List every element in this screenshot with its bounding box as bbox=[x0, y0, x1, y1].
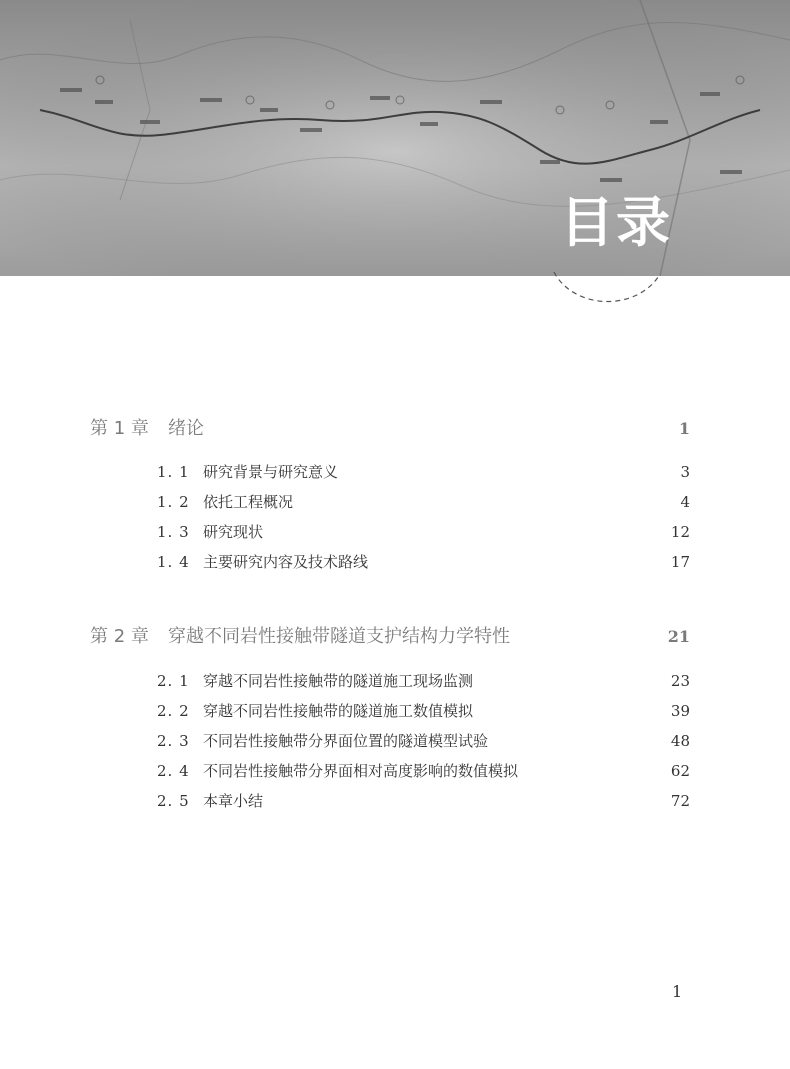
section-title: 主要研究内容及技术路线 bbox=[203, 553, 369, 571]
section-number: 1. 1 bbox=[157, 463, 190, 481]
page-title: 目录 bbox=[560, 191, 672, 254]
section-number: 1. 2 bbox=[157, 493, 190, 511]
chapter-page-number: 1 bbox=[678, 419, 690, 438]
section-number: 2. 5 bbox=[157, 792, 190, 810]
section-page-number: 12 bbox=[670, 523, 690, 541]
section-page-number: 39 bbox=[670, 702, 690, 720]
section-page-number: 4 bbox=[680, 493, 690, 511]
chapter-number: 第 1 章 bbox=[90, 418, 149, 439]
toc-chapter-row[interactable] bbox=[0, 416, 690, 442]
section-title: 不同岩性接触带分界面位置的隧道模型试验 bbox=[203, 732, 489, 750]
toc-section-row[interactable] bbox=[0, 549, 690, 575]
section-page-number: 72 bbox=[670, 792, 690, 810]
chapter-title: 穿越不同岩性接触带隧道支护结构力学特性 bbox=[168, 626, 510, 647]
section-page-number: 17 bbox=[670, 553, 690, 571]
section-number: 1. 3 bbox=[157, 523, 190, 541]
section-title: 依托工程概况 bbox=[203, 493, 294, 511]
section-title: 穿越不同岩性接触带的隧道施工现场监测 bbox=[203, 672, 474, 690]
section-page-number: 62 bbox=[670, 762, 690, 780]
chapter-page-number: 21 bbox=[667, 627, 690, 646]
section-number: 2. 3 bbox=[157, 732, 190, 750]
toc-section-row[interactable] bbox=[0, 489, 690, 515]
toc-section-row[interactable] bbox=[0, 668, 690, 694]
section-number: 2. 2 bbox=[157, 702, 190, 720]
toc-section-row[interactable] bbox=[0, 758, 690, 784]
section-page-number: 23 bbox=[670, 672, 690, 690]
page-number: 1 bbox=[672, 982, 683, 1001]
toc-section-row[interactable] bbox=[0, 698, 690, 724]
section-number: 2. 1 bbox=[157, 672, 190, 690]
chapter-title: 绪论 bbox=[168, 418, 204, 439]
toc-section-row[interactable] bbox=[0, 519, 690, 545]
section-number: 2. 4 bbox=[157, 762, 190, 780]
chapter-number: 第 2 章 bbox=[90, 626, 149, 647]
section-page-number: 48 bbox=[670, 732, 690, 750]
decorative-dashed-arc bbox=[548, 262, 668, 322]
section-title: 穿越不同岩性接触带的隧道施工数值模拟 bbox=[203, 702, 474, 720]
toc-section-row[interactable] bbox=[0, 728, 690, 754]
section-number: 1. 4 bbox=[157, 553, 190, 571]
toc-section-row[interactable] bbox=[0, 788, 690, 814]
section-title: 研究现状 bbox=[203, 523, 264, 541]
section-page-number: 3 bbox=[680, 463, 690, 481]
toc-chapter-row[interactable] bbox=[0, 624, 690, 650]
section-title: 本章小结 bbox=[203, 792, 264, 810]
section-title: 不同岩性接触带分界面相对高度影响的数值模拟 bbox=[203, 762, 519, 780]
toc-section-row[interactable] bbox=[0, 459, 690, 485]
header-banner-map-image bbox=[0, 0, 790, 276]
section-title: 研究背景与研究意义 bbox=[203, 463, 339, 481]
